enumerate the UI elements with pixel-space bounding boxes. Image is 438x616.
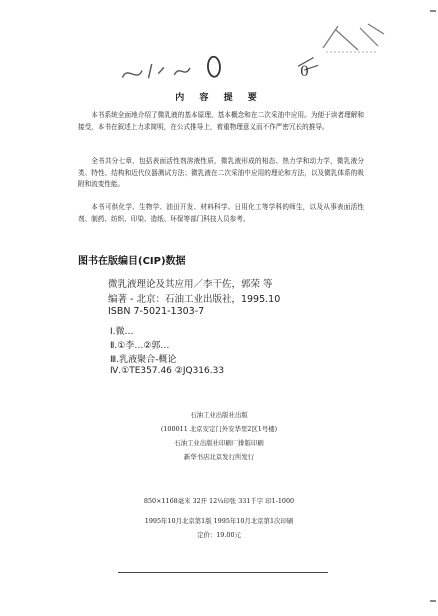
scan-edge-mark [430,10,436,12]
price-line: 定价：19.00元 [197,531,241,539]
distributor-line: 新华书店北京发行所发行 [183,453,255,461]
summary-paragraph-1: 本书系统全面地介绍了微乳液的基本原理、基本概念和在二次采油中应用。为便于读者理解和接受，本书在叙述上力求简明，在公式推导上，着重物理意义而不作严密冗长的推导。 [78,111,364,131]
cip-item-1: Ⅰ.微… [110,327,134,337]
print-specs: 850×1168毫米 32开 12¼印张 331千字 印1-1000 [143,497,295,505]
edition-line: 1995年10月北京第1版 1995年10月北京第1次印刷 [144,517,294,525]
scan-edge-mark [430,600,436,602]
summary-title: 内 容 提 要 [175,93,263,103]
publisher-address: (100011 北京安定门外安华里2区1号楼) [160,425,278,433]
cip-publisher-line: 编著 - 北京：石油工业出版社，1995.10 [108,294,281,305]
cip-book-title-line: 微乳液理论及其应用／李干佐，郭荣 等 [108,279,273,290]
cip-heading: 图书在版编目(CIP)数据 [78,256,186,267]
cip-item-2: Ⅱ.①李…②郭… [110,341,170,351]
cip-item-4: Ⅳ.①TE357.46 ②JQ316.33 [110,366,225,376]
printer-line: 石油工业出版社印刷厂排版印刷 [174,439,264,447]
summary-paragraph-3: 本书可供化学、生物学、油田开发、材料科学、日用化工等学科的师生，以及从事表面活性剂、制药、纺织、印染、造纸、环保等部门科技人员参考。 [78,203,364,223]
stamp-scribble: 0 [300,64,309,80]
bottom-rule [118,572,328,573]
cip-isbn-line: ISBN 7-5021-1303-7 [108,306,205,317]
publisher-name: 石油工业出版社出版 [190,411,248,419]
summary-paragraph-2: 全书共分七章，包括表面活性剂溶液性质，微乳液形成的相态、热力学和动力学，微乳液分类、特性、结构和近代仪器测试方法；微乳液在二次采油中应用的理论和方法，以及微乳体系的吸附和流变性能。 [78,157,364,189]
cip-item-3: Ⅲ.乳液聚合-概论 [110,355,177,365]
